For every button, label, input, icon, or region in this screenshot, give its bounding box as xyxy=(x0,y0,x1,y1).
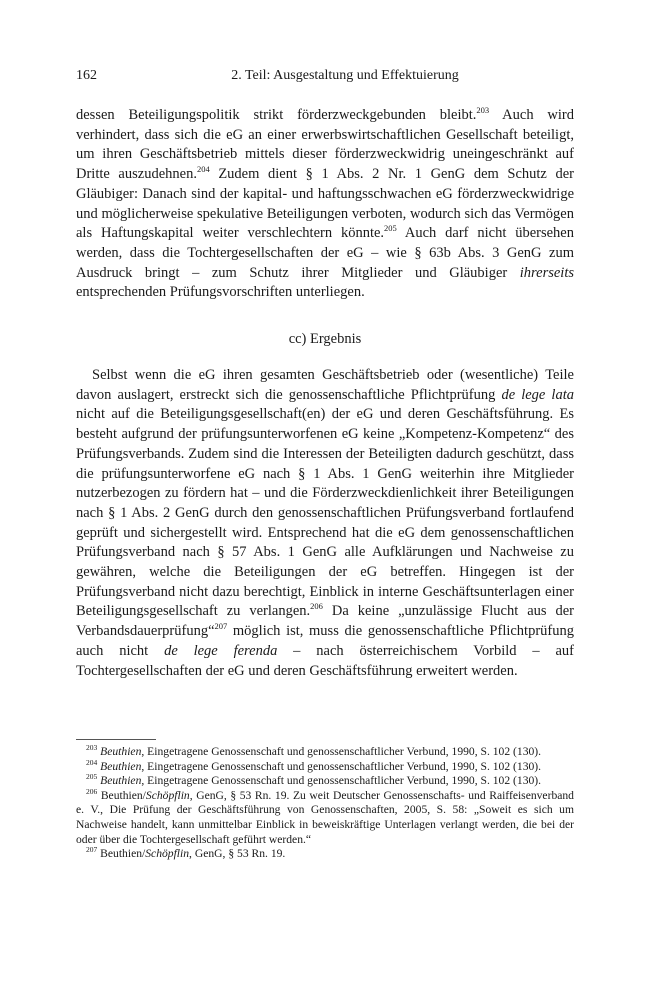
section-heading: cc) Ergebnis xyxy=(288,331,362,347)
footnote-207: $^{207}$ Beuthien/Schöpflin, GenG, § 53 Rn. 19. xyxy=(86,845,286,861)
footnote-205: $^{205}$ Beuthien, Eingetragene Genossenschaft und genossenschaftlicher Verbund, 1990, S. 102 (130). xyxy=(86,772,542,788)
footnote-ref-204[interactable]: 204 xyxy=(196,164,210,175)
footnote-ref-205[interactable]: 205 xyxy=(384,223,397,234)
footnote-divider xyxy=(76,739,156,740)
footnote-203: $^{203}$ Beuthien, Eingetragene Genossenschaft und genossenschaftlicher Verbund, 1990, S. 102 (130). xyxy=(86,743,542,758)
footnote-204: $^{204}$ Beuthien, Eingetragene Genossenschaft und genossenschaftlicher Verbund, 1990, S. 102 (130). xyxy=(86,757,542,773)
running-head: 2. Teil: Ausgestaltung und Effektuierung xyxy=(231,68,459,83)
footnote-206: $^{206}$ Beuthien/Schöpflin, GenG, § 53 Rn. 19. Zu weit Deutscher Genossenschafts- und Raiffeisenverband e. V., Die Prüfung der Geschäftsführung von Genossenschaften, 2005, S. 58: „Soweit es sich um Nachweise handelt, kann unmittelbar Einblick in beweiskräftige Unterlagen verlangt werden, die bei der oder über die Tochtergesellschaft geführt werden.“ xyxy=(76,786,574,846)
footnote-ref-203[interactable]: 203 xyxy=(476,105,490,115)
paragraph-1: dessen Beteiligungspolitik strikt förderzweckgebunden bleibt.$^{203}$ Auch wird verhindert, dass sich die eG an einer erwerbswirtschaftlichen Gesellschaft beteiligt, um ihren Geschäftsbetrieb mittels dieser förderzweckwidrig uneingeschränkt auf Dritte auszudehnen.$^{204}$ Zudem dient § 1 Abs. 2 Nr. 1 GenG dem Schutz der Gläubiger: Danach sind der kapital- und haftungsschwachen eG förderzweckwidrige und möglicherweise spekulative Beteiligungen verboten, wodurch sich das Vermögen als Haftungskapital weiter verschlechtern könnte.$^{205}$ Auch darf nicht übersehen werden, dass die Tochtergesellschaften der eG – wie § 63b Abs. 3 GenG zum Ausdruck bringt – zum Schutz ihrer Mitglieder und Gläubiger ihrerseits entsprechenden Prüfungsvorschriften unterliegen. xyxy=(76,105,574,301)
paragraph-2: Selbst wenn die eG ihren gesamten Geschäftsbetrieb oder (wesentliche) Teile davon auslagert, erstreckt sich die genossenschaftliche Pflichtprüfung de lege lata nicht auf die Beteiligungsgesellschaft(en) der eG und deren Geschäftsführung. Es besteht aufgrund der prüfungsunterworfenen eG keine „Kompetenz-Kompetenz“ des Prüfungsverbands. Zudem sind die Interessen der Beteiligten dadurch geschützt, dass die prüfungsunterworfene eG nach § 1 Abs. 1 GenG weiterhin ihre Mitglieder nutzerbezogen zu fördern hat – und die Förderzweckdienlichkeit ihrer Beteiligungen nach § 1 Abs. 2 GenG durch den genossenschaftlichen Prüfungsverband fortlaufend geprüft und sichergestellt wird. Entsprechend hat die eG dem genossenschaftlichen Prüfungsverband nach § 57 Abs. 1 GenG alle Aufklärungen und Nachweise zu gewähren, welche die Beteiligungen der eG betreffen. Hingegen ist der Prüfungsverband nicht dazu berechtigt, Einblick in interne Geschäftsunterlagen einer Beteiligungsgesellschaft zu verlangen.$^{206}$ Da keine „unzulässige Flucht aus der Verbandsdauerprüfung“$^{207}$ möglich ist, muss die genossenschaftliche Pflichtprüfung auch nicht de lege ferenda – nach österreichischem Vorbild – auf Tochtergesellschaften der eG und deren Geschäftsführung erweitert werden. xyxy=(76,367,575,679)
page-header xyxy=(76,68,574,88)
footnotes xyxy=(76,745,574,862)
footnote-ref-207[interactable]: 207 xyxy=(214,621,228,632)
footnote-ref-206[interactable]: 206 xyxy=(310,601,323,612)
page-number: 162 xyxy=(76,68,97,83)
